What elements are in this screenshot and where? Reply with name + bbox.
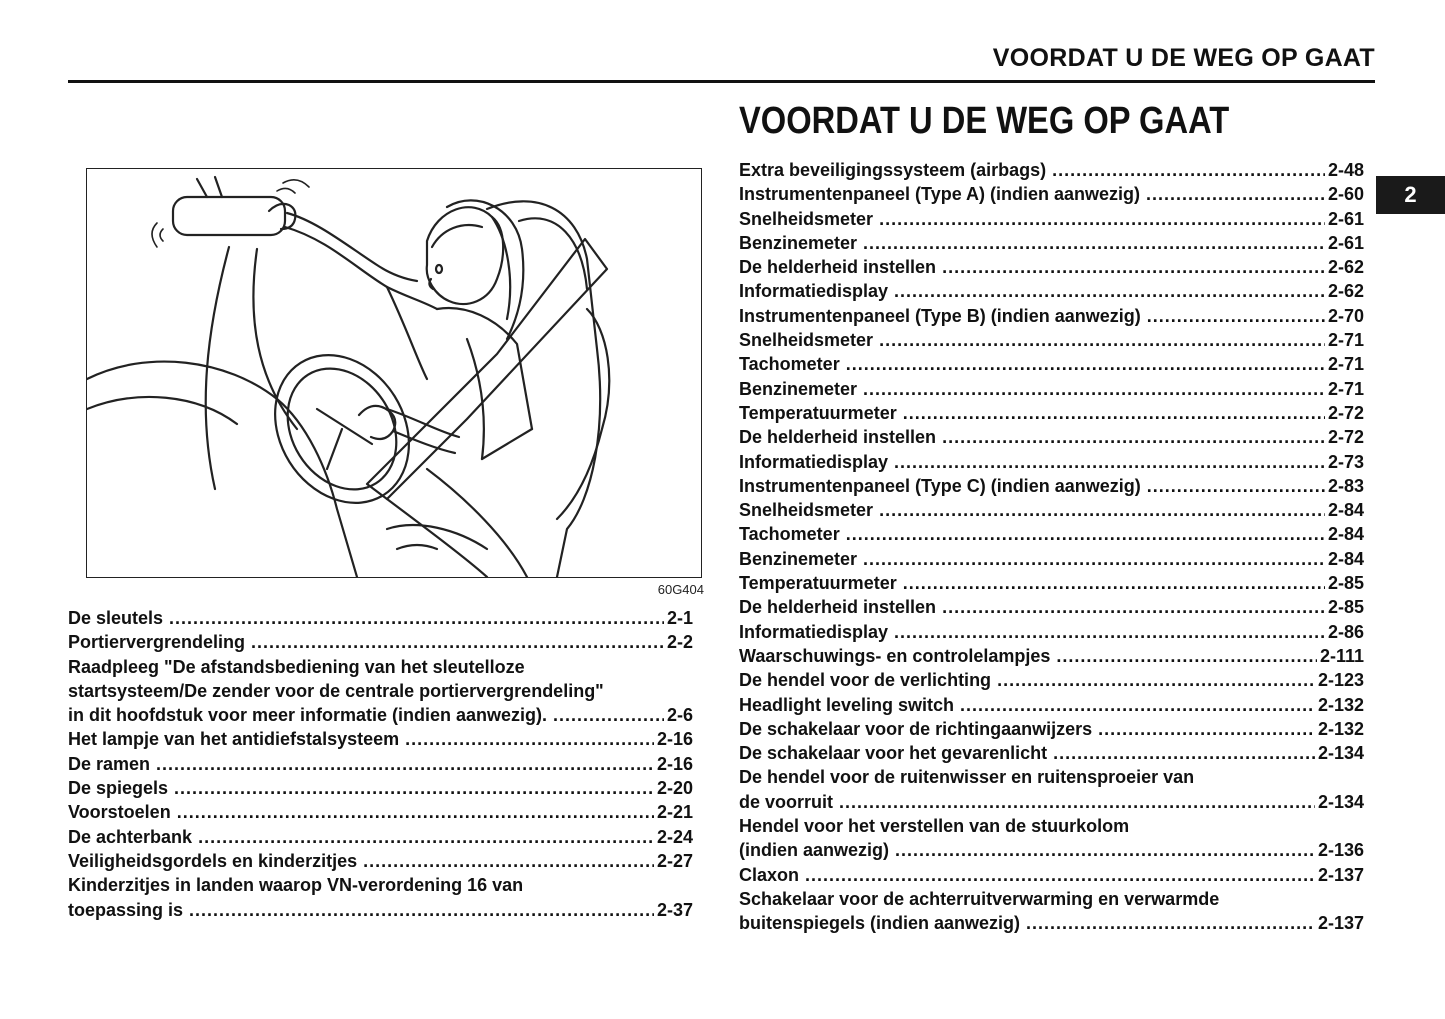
toc-entry[interactable] — [739, 814, 1364, 863]
dot-leader — [942, 425, 1325, 449]
dot-leader — [1147, 304, 1325, 328]
toc-entry-page-number: 2-62 — [1327, 257, 1364, 278]
toc-entry[interactable] — [739, 304, 1364, 328]
toc-entry-page-number: 2-61 — [1327, 232, 1364, 253]
dot-leader — [879, 498, 1325, 522]
dot-leader — [189, 898, 654, 922]
dot-leader — [1056, 644, 1317, 668]
toc-entry[interactable] — [739, 425, 1364, 449]
toc-entry-label: Waarschuwings- en controlelampjes — [739, 645, 1051, 666]
toc-entry-label: Instrumentenpaneel (Type A) (indien aanwezig) — [739, 184, 1141, 205]
toc-entry-page-number: 2-137 — [1317, 864, 1364, 885]
toc-entry[interactable] — [739, 765, 1364, 814]
toc-entry-label: Extra beveiligingssysteem (airbags) — [739, 160, 1047, 180]
toc-entry-label: Informatiedisplay — [739, 621, 889, 642]
toc-entry[interactable] — [739, 279, 1364, 303]
toc-entry-page-number: 2-84 — [1327, 548, 1364, 569]
toc-entry-page-number: 2-86 — [1327, 621, 1364, 642]
toc-entry-page-number: 2-21 — [656, 802, 693, 823]
toc-entry-label: Informatiedisplay — [739, 281, 889, 302]
toc-entry[interactable] — [68, 630, 693, 654]
dot-leader — [863, 377, 1325, 401]
dot-leader — [942, 255, 1325, 279]
toc-entry-page-number: 2-2 — [666, 632, 693, 653]
toc-left-column — [68, 606, 693, 922]
toc-entry-label: De helderheid instellen — [739, 257, 937, 278]
toc-entry[interactable] — [68, 873, 693, 922]
toc-entry-label: Benzinemeter — [739, 378, 858, 399]
toc-right-column — [739, 158, 1364, 936]
toc-entry[interactable] — [739, 717, 1364, 741]
toc-entry-page-number: 2-84 — [1327, 524, 1364, 545]
toc-entry-page-number: 2-72 — [1327, 427, 1364, 448]
toc-entry-page-number: 2-134 — [1317, 791, 1364, 812]
toc-entry[interactable] — [739, 668, 1364, 692]
toc-entry-page-number: 2-27 — [656, 850, 693, 871]
toc-entry-label: De spiegels — [68, 778, 169, 799]
toc-entry[interactable] — [739, 182, 1364, 206]
toc-entry-label: Instrumentenpaneel (Type B) (indien aanwezig) — [739, 305, 1141, 326]
running-header: VOORDAT U DE WEG OP GAAT — [992, 44, 1375, 72]
toc-entry[interactable] — [739, 498, 1364, 522]
dot-leader — [863, 547, 1325, 571]
toc-entry-page-number: 2-6 — [666, 705, 693, 726]
toc-entry-label: Headlight leveling switch — [739, 694, 955, 715]
toc-entry-page-number: 2-24 — [656, 826, 693, 847]
toc-entry-page-number: 2-71 — [1327, 330, 1364, 351]
toc-entry-page-number: 2-16 — [656, 753, 693, 774]
toc-entry[interactable] — [68, 752, 693, 776]
toc-entry-page-number: 2-137 — [1317, 913, 1364, 934]
toc-entry-label: De ramen — [68, 753, 151, 774]
toc-entry-label: De schakelaar voor de richtingaanwijzers — [739, 718, 1093, 739]
dot-leader — [903, 401, 1325, 425]
toc-entry[interactable] — [739, 620, 1364, 644]
dot-leader — [198, 825, 654, 849]
toc-entry-continuation-line: Raadpleeg "De afstandsbediening van het sleutelloze — [68, 656, 525, 677]
dot-leader — [895, 838, 1315, 862]
toc-entry[interactable] — [68, 825, 693, 849]
toc-entry-label: Snelheidsmeter — [739, 330, 874, 351]
toc-entry-page-number: 2-83 — [1327, 475, 1364, 496]
dot-leader — [942, 595, 1325, 619]
toc-entry[interactable] — [739, 450, 1364, 474]
toc-entry[interactable] — [68, 800, 693, 824]
dot-leader — [1147, 474, 1325, 498]
toc-entry-label: De hendel voor de verlichting — [739, 670, 992, 691]
dot-leader — [169, 606, 664, 630]
toc-entry-label: Temperatuurmeter — [739, 573, 897, 594]
toc-entry[interactable] — [739, 693, 1364, 717]
toc-entry-label: in dit hoofdstuk voor meer informatie (indien aanwezig). — [68, 705, 548, 726]
toc-entry-page-number: 2-111 — [1319, 645, 1364, 666]
toc-entry-label: Veiligheidsgordels en kinderzitjes — [68, 850, 358, 871]
toc-entry-continuation-line: Kinderzitjes in landen waarop VN-verordening 16 van — [68, 875, 524, 896]
toc-entry[interactable] — [739, 474, 1364, 498]
toc-entry-label: Informatiedisplay — [739, 451, 889, 472]
dot-leader — [553, 703, 664, 727]
toc-entry-page-number: 2-132 — [1317, 694, 1364, 715]
dot-leader — [894, 279, 1325, 303]
toc-entry-label: Instrumentenpaneel (Type C) (indien aanwezig) — [739, 475, 1141, 496]
toc-entry[interactable] — [68, 776, 693, 800]
toc-entry-label: (indien aanwezig) — [739, 840, 890, 861]
toc-entry-label: De achterbank — [68, 826, 193, 847]
toc-entry-continuation-line: De hendel voor de ruitenwisser en ruitensproeier van — [739, 767, 1195, 788]
toc-entry-label: buitenspiegels (indien aanwezig) — [739, 913, 1021, 934]
driver-adjusting-mirror-illustration — [86, 168, 702, 578]
toc-entry-page-number: 2-85 — [1327, 573, 1364, 594]
toc-entry-page-number: 2-62 — [1327, 281, 1364, 302]
toc-entry-page-number: 2-48 — [1327, 160, 1364, 180]
toc-entry-page-number: 2-71 — [1327, 378, 1364, 399]
toc-entry-page-number: 2-60 — [1327, 184, 1364, 205]
toc-entry-label: Tachometer — [739, 354, 840, 375]
toc-entry-label: Temperatuurmeter — [739, 402, 897, 423]
dot-leader — [174, 776, 654, 800]
toc-entry-page-number: 2-37 — [656, 899, 693, 920]
toc-entry-label: Tachometer — [739, 524, 840, 545]
dot-leader — [997, 668, 1315, 692]
toc-entry-page-number: 2-73 — [1327, 451, 1364, 472]
dot-leader — [894, 450, 1325, 474]
toc-entry-label: Benzinemeter — [739, 548, 858, 569]
toc-entry-page-number: 2-85 — [1327, 597, 1364, 618]
dot-leader — [805, 863, 1315, 887]
toc-entry-continuation-line: Schakelaar voor de achterruitverwarming en verwarmde — [739, 888, 1220, 909]
dot-leader — [1053, 741, 1315, 765]
toc-entry-label: toepassing is — [68, 899, 184, 920]
toc-entry[interactable] — [739, 158, 1364, 182]
dot-leader — [1146, 182, 1325, 206]
dot-leader — [879, 328, 1325, 352]
dot-leader — [1026, 911, 1315, 935]
toc-entry[interactable] — [68, 655, 693, 728]
toc-entry-page-number: 2-84 — [1327, 500, 1364, 521]
dot-leader — [363, 849, 654, 873]
toc-entry-label: Benzinemeter — [739, 232, 858, 253]
dot-leader — [156, 752, 654, 776]
dot-leader — [405, 727, 654, 751]
dot-leader — [839, 790, 1315, 814]
toc-entry[interactable] — [739, 887, 1364, 936]
dot-leader — [846, 522, 1325, 546]
toc-entry-page-number: 2-71 — [1327, 354, 1364, 375]
toc-entry-page-number: 2-123 — [1317, 670, 1364, 691]
toc-entry-page-number: 2-61 — [1327, 208, 1364, 229]
figure-code: 60G404 — [657, 582, 704, 597]
toc-entry-continuation-line: Hendel voor het verstellen van de stuurkolom — [739, 816, 1130, 837]
toc-entry[interactable] — [68, 727, 693, 751]
toc-entry-label: De schakelaar voor het gevarenlicht — [739, 743, 1048, 764]
toc-entry[interactable] — [739, 231, 1364, 255]
dot-leader — [863, 231, 1325, 255]
toc-entry-label: De sleutels — [68, 608, 164, 628]
toc-entry-label: Voorstoelen — [68, 802, 171, 823]
toc-entry-continuation-line: startsysteem/De zender voor de centrale portiervergrendeling" — [68, 680, 604, 701]
toc-entry[interactable] — [739, 522, 1364, 546]
toc-entry[interactable] — [739, 377, 1364, 401]
toc-entry-page-number: 2-136 — [1317, 840, 1364, 861]
toc-entry[interactable] — [739, 644, 1364, 668]
rearview-mirror-shape — [173, 197, 285, 235]
toc-entry-page-number: 2-1 — [666, 608, 693, 628]
toc-entry[interactable] — [739, 547, 1364, 571]
chapter-title: VOORDAT U DE WEG OP GAAT — [739, 100, 1230, 142]
toc-entry[interactable] — [739, 571, 1364, 595]
toc-entry[interactable] — [739, 401, 1364, 425]
toc-entry[interactable] — [68, 849, 693, 873]
dot-leader — [251, 630, 664, 654]
dot-leader — [846, 352, 1325, 376]
toc-entry-label: de voorruit — [739, 791, 834, 812]
toc-entry[interactable] — [739, 863, 1364, 887]
toc-entry-label: Het lampje van het antidiefstalsysteem — [68, 729, 400, 750]
dot-leader — [1052, 158, 1325, 182]
toc-entry-page-number: 2-16 — [656, 729, 693, 750]
toc-entry-label: De helderheid instellen — [739, 597, 937, 618]
toc-entry-label: De helderheid instellen — [739, 427, 937, 448]
dot-leader — [960, 693, 1315, 717]
dot-leader — [177, 800, 654, 824]
toc-entry[interactable] — [68, 606, 693, 630]
chapter-tab: 2 — [1376, 176, 1445, 214]
toc-entry-label: Snelheidsmeter — [739, 208, 874, 229]
toc-entry-label: Portiervergrendeling — [68, 632, 246, 653]
toc-entry-label: Claxon — [739, 864, 800, 885]
toc-entry-label: Snelheidsmeter — [739, 500, 874, 521]
toc-entry-page-number: 2-20 — [656, 778, 693, 799]
toc-entry[interactable] — [739, 328, 1364, 352]
toc-entry-page-number: 2-134 — [1317, 743, 1364, 764]
dot-leader — [879, 207, 1325, 231]
toc-entry-page-number: 2-70 — [1327, 305, 1364, 326]
toc-entry[interactable] — [739, 255, 1364, 279]
header-rule — [68, 80, 1375, 83]
dot-leader — [894, 620, 1325, 644]
dot-leader — [1098, 717, 1315, 741]
toc-entry[interactable] — [739, 595, 1364, 619]
toc-entry[interactable] — [739, 207, 1364, 231]
toc-entry[interactable] — [739, 741, 1364, 765]
toc-entry[interactable] — [739, 352, 1364, 376]
toc-entry-page-number: 2-132 — [1317, 718, 1364, 739]
dot-leader — [903, 571, 1325, 595]
toc-entry-page-number: 2-72 — [1327, 402, 1364, 423]
